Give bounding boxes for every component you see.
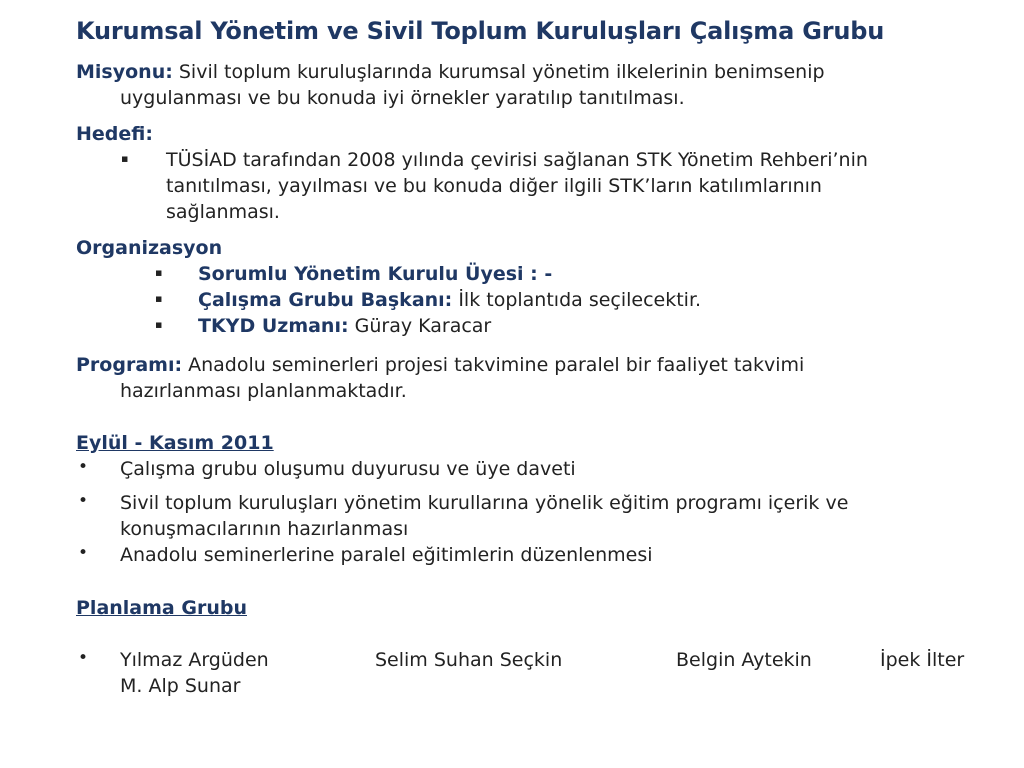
org-item-label: TKYD Uzmanı: (198, 315, 349, 337)
org-item-value: İlk toplantıda seçilecektir. (452, 289, 702, 311)
org-item-expert (198, 313, 491, 339)
mission-line-2: uygulanması ve bu konuda iyi örnekler yaratılıp tanıtılması. (120, 87, 685, 109)
program-label: Programı: (76, 354, 183, 376)
org-item-chair (198, 287, 701, 313)
planning-member: Yılmaz Argüden (120, 649, 269, 671)
goal-label: Hedefi: (76, 123, 153, 145)
schedule-item-line: konuşmacılarının hazırlanması (120, 518, 409, 540)
program-block (76, 352, 996, 404)
goal-bullet: ▪ (121, 152, 129, 165)
slide-title: Kurumsal Yönetim ve Sivil Toplum Kuruluşları Çalışma Grubu (76, 17, 885, 45)
schedule-item: Çalışma grubu oluşumu duyurusu ve üye daveti (120, 458, 576, 480)
planning-member: Selim Suhan Seçkin (375, 649, 563, 671)
mission-block (76, 59, 996, 111)
schedule-heading: Eylül - Kasım 2011 (76, 432, 274, 454)
org-bullet: ▪ (155, 266, 163, 279)
organization-label: Organizasyon (76, 237, 223, 259)
org-item-label: Sorumlu Yönetim Kurulu Üyesi : - (198, 263, 553, 285)
org-item-board-member (198, 261, 552, 287)
planning-member: Belgin Aytekin (676, 649, 812, 671)
planning-member: M. Alp Sunar (120, 675, 241, 697)
program-text-1: Anadolu seminerleri projesi takvimine paralel bir faaliyet takvimi (188, 354, 805, 376)
program-line-2: hazırlanması planlanmaktadır. (120, 380, 407, 402)
mission-label: Misyonu: (76, 61, 173, 83)
org-bullet: ▪ (155, 292, 163, 305)
goal-line: tanıtılması, yayılması ve bu konuda diğer ilgili STK’ların katılımlarının (166, 175, 822, 197)
planning-heading: Planlama Grubu (76, 597, 247, 619)
goal-line: sağlanması. (166, 201, 280, 223)
mission-line-1 (76, 59, 996, 85)
schedule-item (120, 490, 848, 542)
goal-text (166, 147, 868, 225)
program-line-1 (76, 352, 996, 378)
mission-text-1: Sivil toplum kuruluşlarında kurumsal yönetim ilkelerinin benimsenip (178, 61, 825, 83)
planning-member: İpek İlter (880, 649, 965, 671)
org-item-label: Çalışma Grubu Başkanı: (198, 289, 453, 311)
org-bullet: ▪ (155, 318, 163, 331)
schedule-item: Anadolu seminerlerine paralel eğitimlerin düzenlenmesi (120, 544, 653, 566)
org-item-value: Güray Karacar (348, 315, 492, 337)
schedule-bullet: • (78, 543, 89, 563)
schedule-bullet: • (78, 491, 89, 511)
goal-line: TÜSİAD tarafından 2008 yılında çevirisi sağlanan STK Yönetim Rehberi’nin (166, 149, 868, 171)
schedule-bullet: • (78, 457, 89, 477)
schedule-item-line: Sivil toplum kuruluşları yönetim kurullarına yönelik eğitim programı içerik ve (120, 492, 849, 514)
planning-bullet: • (78, 648, 89, 668)
